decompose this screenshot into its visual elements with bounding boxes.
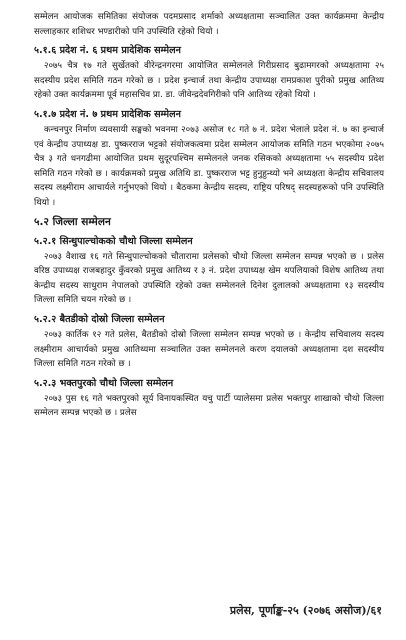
paragraph: २०७३ कार्तिक १२ गते प्रलेस, बैतडीको दोस्रो जिल्ला सम्मेलन सम्पन्न भएको छ । केन्द्रीय सचिवालय सदस्य लक्ष्मीराम आचार्यको प्रमुख आतिथ्यमा सञ्चालित उक्त सम्मेलनले करण दयालको अध्यक्षतामा दश सदस्यीय जिल्ला समिति गठन गरेको छ । (34, 329, 384, 370)
subsection-heading: ५.२.१ सिन्धुपाल्चोकको चौथो जिल्ला सम्मेलन (34, 235, 193, 247)
paragraph: सम्मेलन आयोजक समितिका संयोजक पदमप्रसाद शर्माको अध्यक्षतामा सञ्चालित उक्त कार्यक्रममा केन्द्रीय सल्लाहकार शशिधर भण्डारीको पनि उपस्थिति रहेको थियो । (34, 12, 384, 37)
paragraph: २०७३ पुस १६ गते भक्तपुरको सूर्य विनायकस्थित यचु पार्टी प्यालेसमा प्रलेस भक्तपुर शाखाको चौथो जिल्ला सम्मेलन सम्पन्न भएको छ । प्रलेस (34, 393, 384, 419)
subsection-heading: ५.२.३ भक्तपुरको चौथो जिल्ला सम्मेलन (34, 377, 174, 389)
paragraph: २०७३ वैशाख १६ गते सिन्धुपाल्चोकको चौतारामा प्रलेसको चौथो जिल्ला सम्मेलन सम्पन्न भएको छ । प्रलेस वरिष्ठ उपाध्यक्ष राजबहादुर कुँवरको प्रमुख आतिथ्य र ३ नं. प्रदेश उपाध्यक्ष खेम थपलियाको विशेष आतिथ्य तथा केन्द्रीय सदस्य साधुराम नेपालको उपस्थिति रहेको उक्त सम्मेलनले दिनेश दुलालको अध्यक्षतामा १३ सदस्यीय जिल्ला समिति चयन गरेको छ । (34, 251, 384, 306)
page-footer: प्रलेस, पूर्णाङ्क-२५ (२०७६ असोज)/६१ (229, 604, 382, 617)
page-body (34, 10, 384, 425)
paragraph: कन्चनपुर निर्माण व्यवसायी सङ्घको भवनमा २०७३ असोज १८ गते ७ नं. प्रदेश भेलाले प्रदेश नं. ७ का इन्चार्ज एवं केन्द्रीय उपाध्यक्ष डा. पुष्करराज भट्टको संयोजकत्वमा प्रदेश सम्मेलन आयोजक समिति गठन भएकोमा २०७५ चैत्र ३ गते धनगढीमा आयोजित प्रथम सुदूरपश्चिम सम्मेलनले जनक रसिकको अध्यक्षतामा ५५ सदस्यीय प्रदेश समिति गठन गरेको छ । कार्यक्रमको प्रमुख अतिथि डा. पुष्करराज भट्ट हुनुहुन्थ्यो भने अध्यक्षता केन्द्रीय सचिवालय सदस्य लक्ष्मीराम आचार्यले गर्नुभएको थियो । बैठकमा केन्द्रीय सदस्य, राष्ट्रिय परिषद् सदस्यहरूको पनि उपस्थिति थियो । (34, 124, 384, 208)
section-heading: ५.१.६ प्रदेश नं. ६ प्रथम प्रादेशिक सम्मेलन (34, 45, 181, 57)
section-heading: ५.२ जिल्ला सम्मेलन (34, 215, 111, 228)
paragraph: २०७५ चैत्र १७ गते सुर्खेतको वीरेन्द्रनगरमा आयोजित सम्मेलनले गिरीप्रसाद बुढामगरको अध्यक्षतामा २५ सदस्यीय प्रदेश समिति गठन गरेको छ । प्रदेश इन्चार्ज तथा केन्द्रीय उपाध्यक्ष रामप्रकाश पुरीको प्रमुख आतिथ्य रहेको उक्त कार्यक्रममा पूर्व महासचिव प्रा. डा. जीवेन्द्रदेवगिरीको पनि आतिथ्य रहेको थियो । (34, 61, 384, 101)
section-heading: ५.१.७ प्रदेश नं. ७ प्रथम प्रादेशिक सम्मेलन (34, 108, 181, 120)
subsection-heading: ५.२.२ बैतडीको दोस्रो जिल्ला सम्मेलन (34, 313, 165, 325)
